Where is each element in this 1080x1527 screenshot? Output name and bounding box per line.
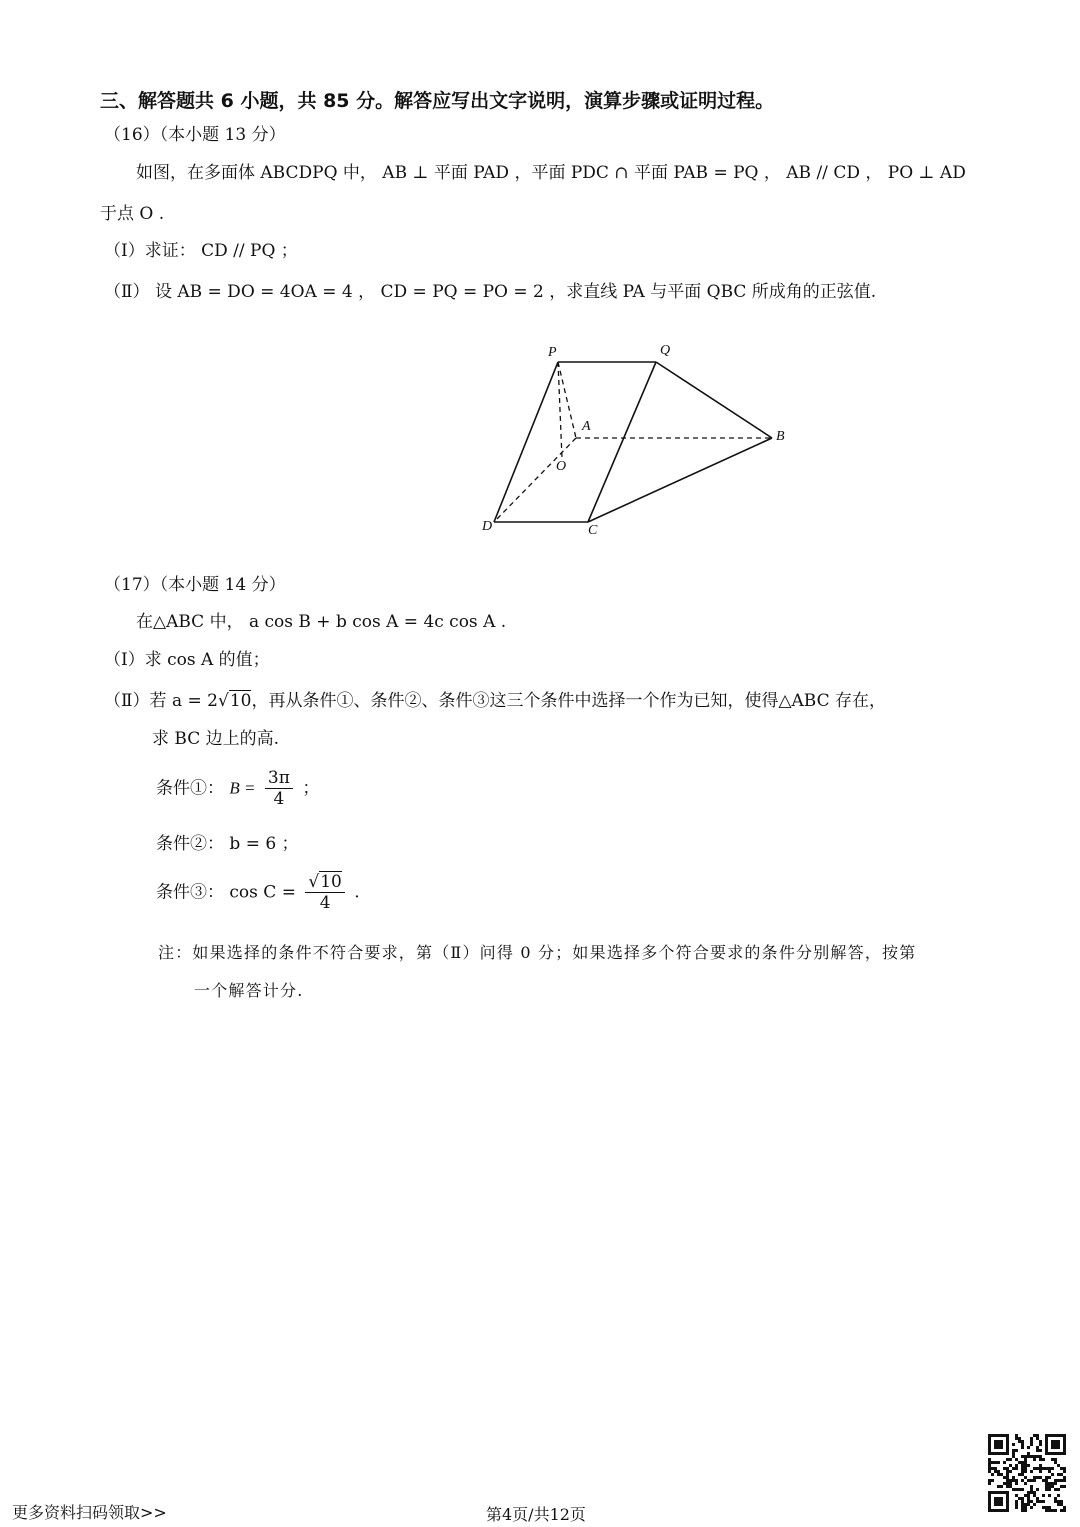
q17-condition-3 — [156, 872, 360, 913]
label-P: P — [548, 345, 557, 360]
label-A: A — [582, 419, 591, 434]
q17-part1: （Ⅰ）求 cos A 的值； — [104, 650, 270, 670]
cond3-numerator: 10 — [320, 872, 342, 892]
edge-PO — [558, 362, 562, 458]
q17-stem: 在△ABC 中， a cos B + b cos A = 4c cos A . — [136, 612, 507, 632]
q16-part1: （Ⅰ）求证： CD // PQ ； — [104, 241, 298, 261]
cond3-denominator: 4 — [319, 893, 331, 913]
cond1-numerator: 3π — [265, 768, 293, 789]
qr-code — [988, 1434, 1066, 1512]
edge-CB — [588, 438, 772, 522]
cond1-fraction — [265, 768, 293, 809]
label-B: B — [776, 429, 785, 444]
label-D: D — [482, 519, 493, 534]
q17-title: （17）（本小题 14 分） — [104, 575, 286, 595]
cond3-lhs: cos C = — [229, 882, 296, 903]
label-Q: Q — [660, 343, 671, 358]
cond3-fraction: $\frac{√10}{4}$ — [305, 872, 344, 913]
q17-part2-rest: ，再从条件①、条件②、条件③这三个条件中选择一个作为已知，使得△ABC 存在， — [251, 691, 887, 711]
q17-note-line1: 注：如果选择的条件不符合要求，第（Ⅱ）问得 0 分；如果选择多个符合要求的条件分别解答，按第 — [158, 943, 917, 962]
cond3-end: . — [354, 882, 360, 903]
q17-part2-sqrt: 10 — [229, 691, 252, 711]
label-C: C — [588, 523, 598, 538]
footer-left-text: 更多资料扫码领取>> — [12, 1503, 167, 1522]
q17-part2: （Ⅱ）若 a = 2√10，再从条件①、条件②、条件③这三个条件中选择一个作为已知，使得△ABC 存在， — [104, 691, 887, 711]
cond1-lhs: B = — [229, 778, 256, 798]
q16-title: （16）（本小题 13 分） — [104, 125, 286, 145]
cond1-denominator: 4 — [273, 789, 285, 809]
label-O: O — [556, 459, 567, 474]
page-number: 第4页/共12页 — [486, 1505, 586, 1524]
q17-condition-2: 条件②： b = 6 ； — [156, 834, 299, 854]
q17-condition-1 — [156, 768, 319, 809]
q17-part2-prefix: （Ⅱ）若 a = 2 — [104, 691, 218, 711]
q16-stem-line2: 于点 O . — [100, 204, 165, 224]
q17-note-line2: 一个解答计分. — [194, 981, 304, 1000]
q17-part2-line2: 求 BC 边上的高. — [152, 729, 280, 749]
q16-part2: （Ⅱ） 设 AB = DO = 4OA = 4 ， CD = PQ = PO = 2 ，求直线 PA 与平面 QBC 所成角的正弦值. — [104, 282, 877, 302]
edge-AD — [494, 438, 576, 522]
edge-QC — [588, 362, 656, 522]
edge-QB — [656, 362, 772, 438]
q16-stem-line1: 如图，在多面体 ABCDPQ 中， AB ⊥ 平面 PAD ，平面 PDC ∩ 平面 PAB = PQ ， AB // CD ， PO ⊥ AD — [136, 163, 966, 183]
edge-PD — [494, 362, 558, 522]
cond1-end: ； — [302, 778, 320, 799]
cond1-label: 条件①： — [156, 778, 224, 799]
cond3-label: 条件③： — [156, 882, 224, 903]
polyhedron-figure — [470, 330, 800, 540]
section-header: 三、解答题共 6 小题，共 85 分。解答应写出文字说明，演算步骤或证明过程。 — [100, 90, 775, 112]
